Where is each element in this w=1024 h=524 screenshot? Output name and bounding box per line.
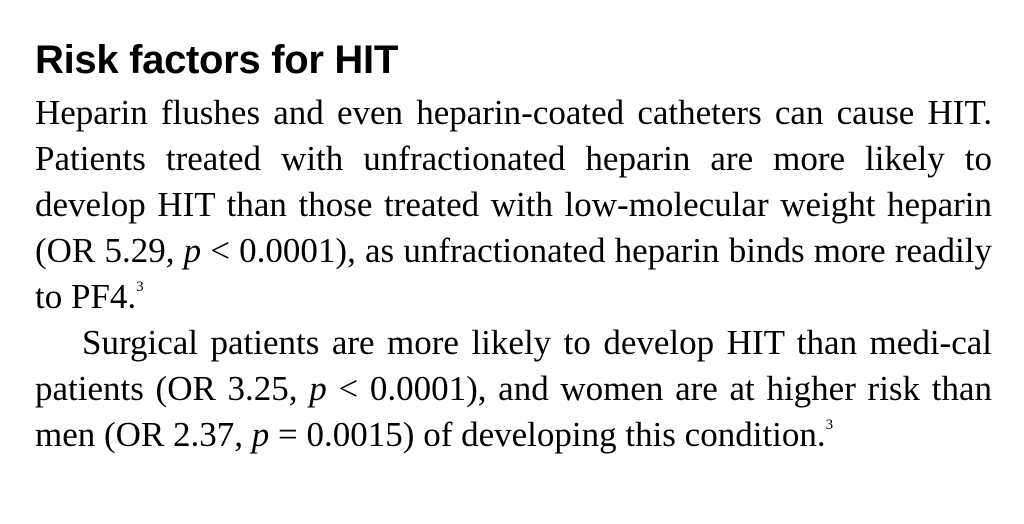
paragraph2-text-a: Surgical patients are more likely to develop HIT than medi-cal patients (OR 3.25, <box>35 323 992 408</box>
section-heading: Risk factors for HIT <box>35 38 398 82</box>
p-value-symbol: p <box>251 415 270 454</box>
p-value-symbol: p <box>183 231 202 270</box>
paragraph1-text-a: Heparin flushes and even heparin-coated catheters can cause HIT. Patients treated with unfractionated heparin are more likely to develop HIT than those treated with low-molecular weight heparin (OR 5.29, <box>35 93 992 270</box>
citation-ref: 3 <box>825 417 834 433</box>
paragraph2-text-b: < 0.0001), and women are at higher risk than men (OR 2.37, <box>35 369 992 454</box>
paragraph2-text-c: = 0.0015) of developing this condition. <box>269 415 826 454</box>
paragraph1-text-b: < 0.0001), as unfractionated heparin binds more readily to PF4. <box>35 231 992 316</box>
citation-ref: 3 <box>136 279 144 295</box>
paragraph-heparin-type <box>35 90 992 320</box>
p-value-symbol: p <box>309 369 327 408</box>
paragraph-patient-factors <box>35 320 992 458</box>
document-page <box>35 36 992 458</box>
